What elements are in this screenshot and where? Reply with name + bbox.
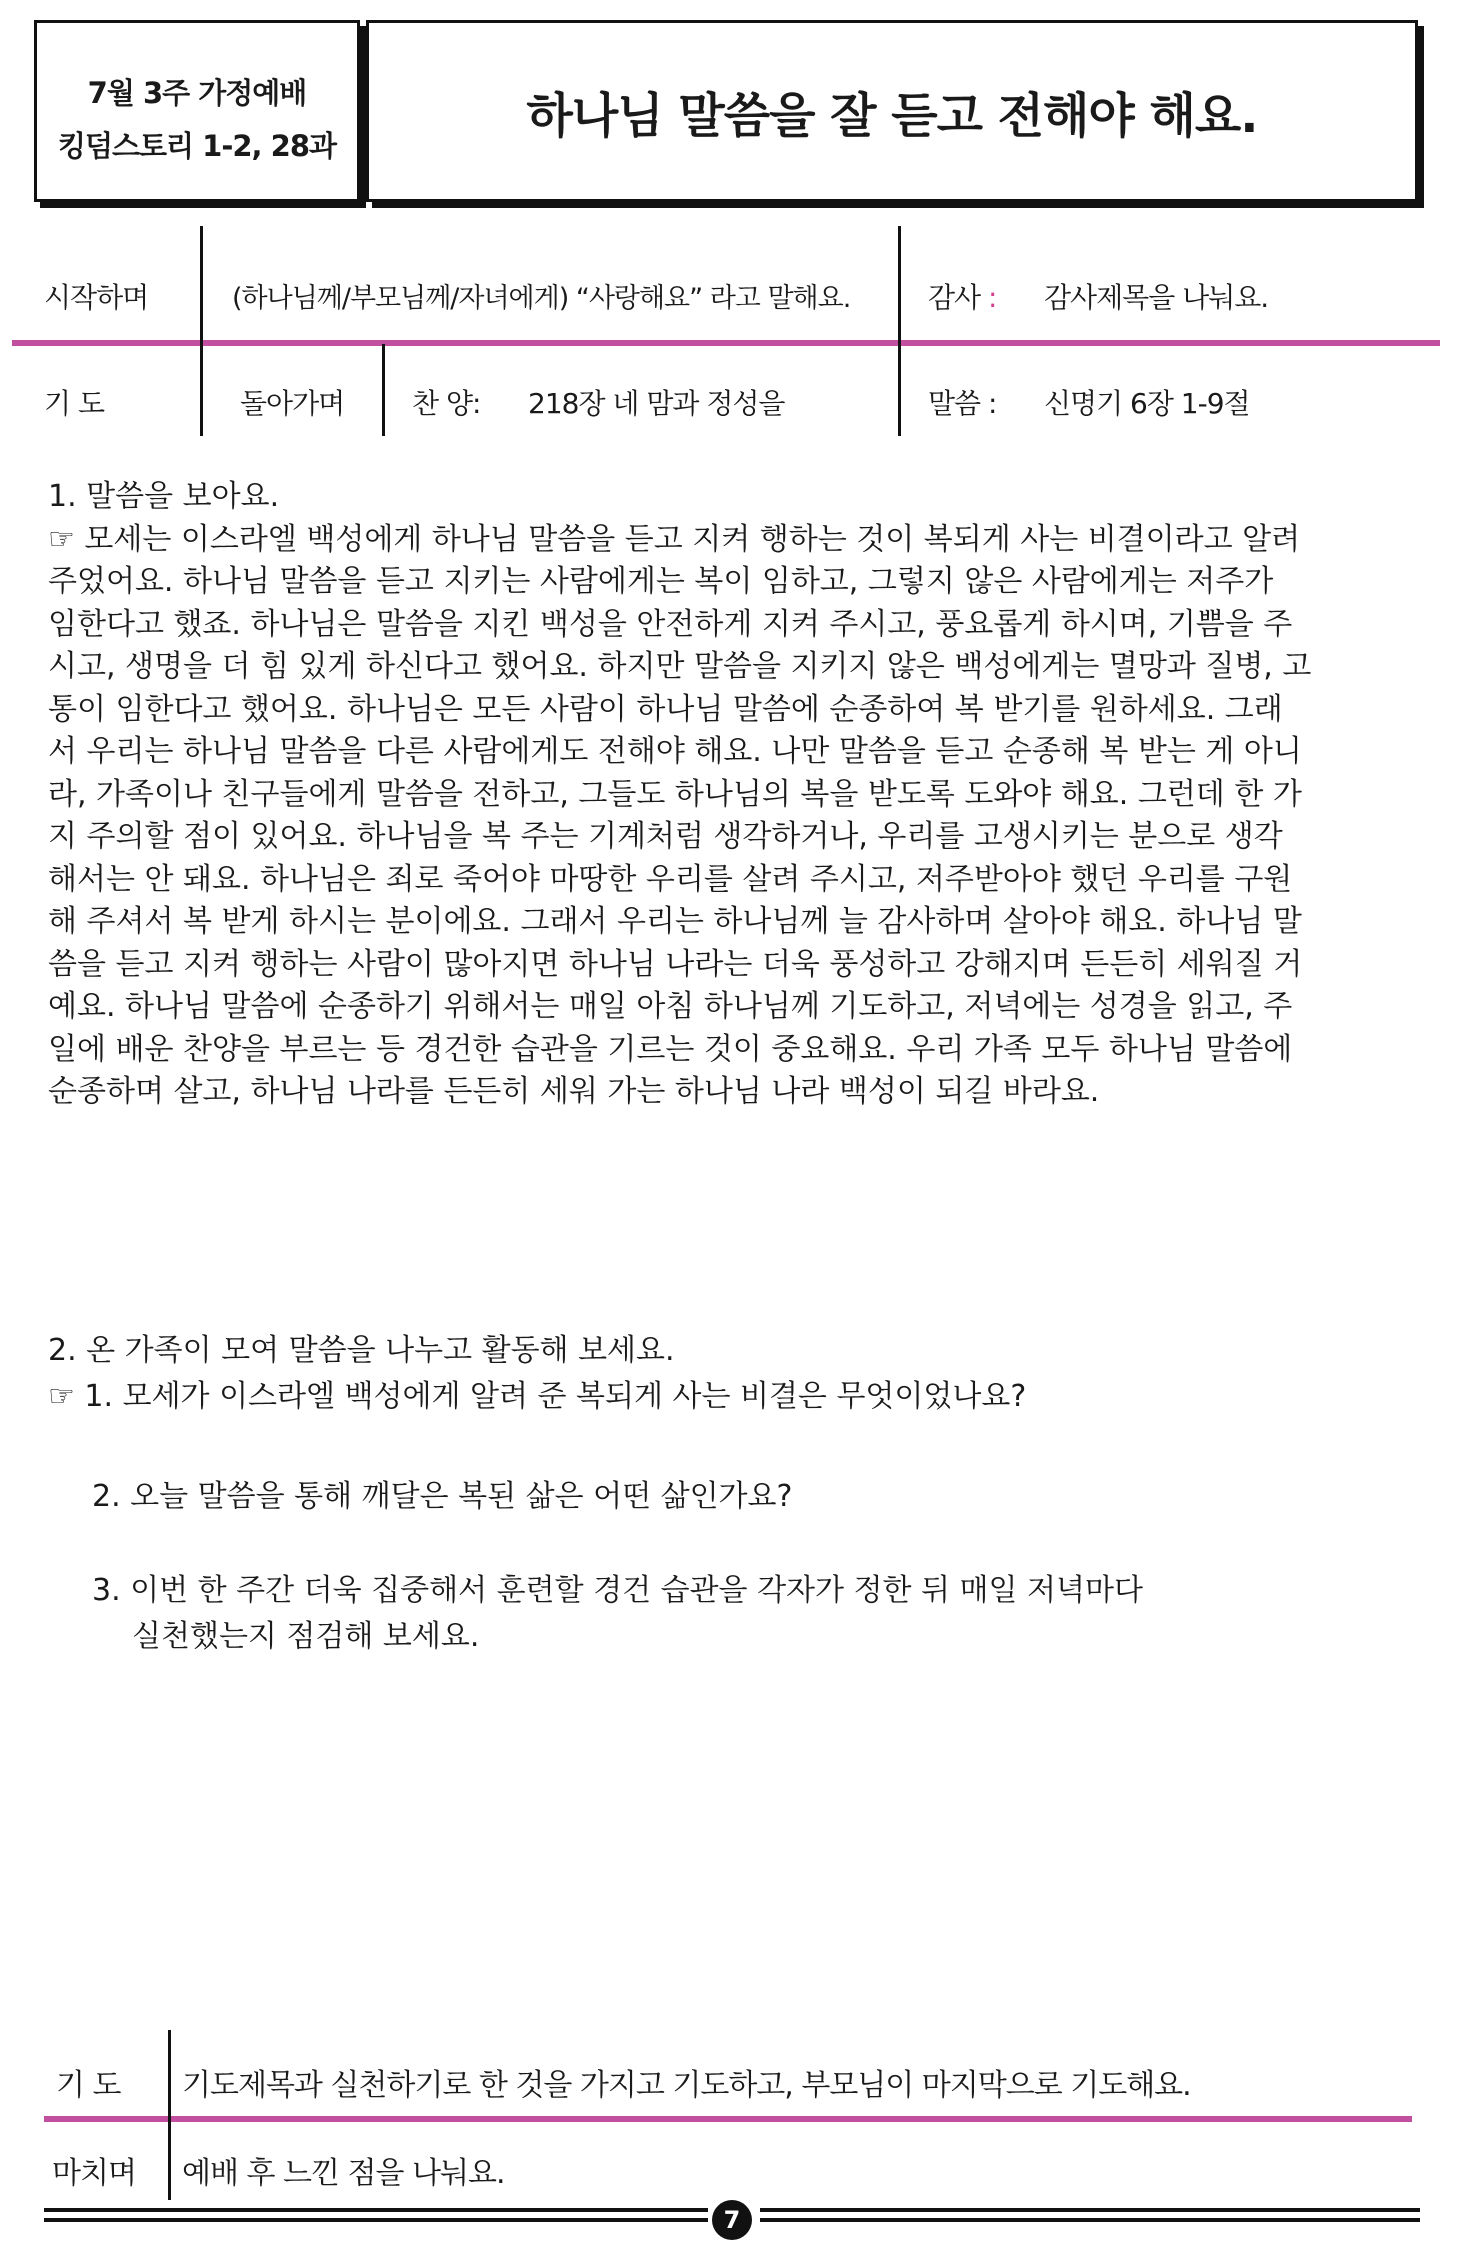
hymn-content: 218장 네 맘과 정성을 (528, 387, 785, 420)
table-divider (200, 226, 203, 436)
paragraph-line: 지 주의할 점이 있어요. 하나님을 복 주는 기계처럼 생각하거나, 우리를 고생시키는 분으로 생각 (48, 819, 1283, 854)
start-content: (하나님께/부모님께/자녀에게) “사랑해요” 라고 말해요. (232, 283, 851, 314)
title-box (366, 20, 1418, 202)
paragraph-line: 라, 가족이나 친구들에게 말씀을 전하고, 그들도 하나님의 복을 받도록 도와야 해요. 그런데 한 가 (48, 776, 1302, 812)
final-prayer-label: 기 도 (56, 2068, 121, 2103)
section-heading: 2. 온 가족이 모여 말씀을 나누고 활동해 보세요. (48, 1333, 675, 1368)
table-divider (898, 226, 901, 436)
paragraph-line: ☞ 모세는 이스라엘 백성에게 하나님 말씀을 듣고 지켜 행하는 것이 복되게 사는 비결이라고 알려 (48, 521, 1301, 557)
page-rule-right (760, 2218, 1420, 2222)
closing-divider (44, 2116, 1412, 2122)
word-content: 신명기 6장 1-9절 (1044, 387, 1250, 420)
page-rule-left (44, 2218, 708, 2222)
page-number: 7 (712, 2200, 752, 2240)
prayer-label: 기 도 (44, 387, 104, 420)
thanks-content: 감사제목을 나눠요. (1044, 281, 1269, 314)
page-title: 하나님 말씀을 잘 듣고 전해야 해요. (526, 87, 1258, 144)
paragraph-line: 일에 배운 찬양을 부르는 등 경건한 습관을 기르는 것이 중요해요. 우리 가족 모두 하나님 말씀에 (48, 1031, 1293, 1067)
thanks-label (928, 276, 996, 316)
paragraph-line: 통이 임한다고 했어요. 하나님은 모든 사람이 하나님 말씀에 순종하여 복 받기를 원하세요. 그래 (48, 691, 1283, 727)
paragraph-line: 순종하며 살고, 하나님 나라를 든든히 세워 가는 하나님 나라 백성이 되길 바라요. (48, 1074, 1100, 1109)
paragraph-line: 해서는 안 돼요. 하나님은 죄로 죽어야 마땅한 우리를 살려 주시고, 저주받아야 했던 우리를 구원 (48, 861, 1293, 897)
paragraph-line: 해 주셔서 복 받게 하시는 분이에요. 그래서 우리는 하나님께 늘 감사하며 살아야 해요. 하나님 말 (48, 904, 1302, 939)
section-word-reading (48, 476, 1424, 1114)
paragraph-line: 임한다고 했죠. 하나님은 말씀을 지킨 백성을 안전하게 지켜 주시고, 풍요롭게 하시며, 기쁨을 주 (48, 606, 1293, 642)
question-2: 2. 오늘 말씀을 통해 깨달은 복된 삶은 어떤 삶인가요? (92, 1479, 793, 1514)
paragraph-line: 예요. 하나님 말씀에 순종하기 위해서는 매일 아침 하나님께 기도하고, 저녁에는 성경을 읽고, 주 (48, 989, 1293, 1024)
order-divider (12, 340, 1440, 346)
question-3-cont: 실천했는지 점검해 보세요. (132, 1619, 480, 1654)
table-divider (168, 2030, 171, 2200)
lesson-label: 킹덤스토리 1-2, 28과 (57, 129, 337, 163)
prayer-content: 돌아가며 (240, 387, 345, 420)
paragraph-line: 주었어요. 하나님 말씀을 듣고 지키는 사람에게는 복이 임하고, 그렇지 않은 사람에게는 저주가 (48, 564, 1274, 599)
week-label: 7월 3주 가정예배 (87, 76, 307, 110)
thanks-colon: : (988, 281, 997, 314)
page-rule-right (760, 2208, 1420, 2212)
closing-label: 마치며 (52, 2156, 136, 2191)
paragraph-line: 시고, 생명을 더 힘 있게 하신다고 했어요. 하지만 말씀을 지키지 않은 백성에게는 멸망과 질병, 고 (48, 649, 1312, 684)
paragraph-line: 서 우리는 하나님 말씀을 다른 사람에게도 전해야 해요. 나만 말씀을 듣고 순종해 복 받는 게 아니 (48, 734, 1302, 769)
hymn-label: 찬 양: (412, 387, 481, 420)
question-1: ☞ 1. 모세가 이스라엘 백성에게 알려 준 복되게 사는 비결은 무엇이었나요? (48, 1379, 1027, 1414)
start-label: 시작하며 (44, 281, 149, 314)
closing-content: 예배 후 느낀 점을 나눠요. (182, 2156, 505, 2191)
section-heading: 1. 말씀을 보아요. (48, 479, 280, 514)
word-label: 말씀 : (928, 387, 997, 420)
thanks-label-text: 감사 (928, 281, 981, 314)
paragraph-line: 씀을 듣고 지켜 행하는 사람이 많아지면 하나님 나라는 더욱 풍성하고 강해지며 든든히 세워질 거 (48, 946, 1303, 982)
final-prayer-content: 기도제목과 실천하기로 한 것을 가지고 기도하고, 부모님이 마지막으로 기도해요. (182, 2068, 1191, 2103)
week-info-box (34, 20, 360, 202)
table-divider (382, 344, 385, 436)
question-3: 3. 이번 한 주간 더욱 집중해서 훈련할 경건 습관을 각자가 정한 뒤 매일 저녁마다 (92, 1573, 1143, 1608)
page-rule-left (44, 2208, 708, 2212)
